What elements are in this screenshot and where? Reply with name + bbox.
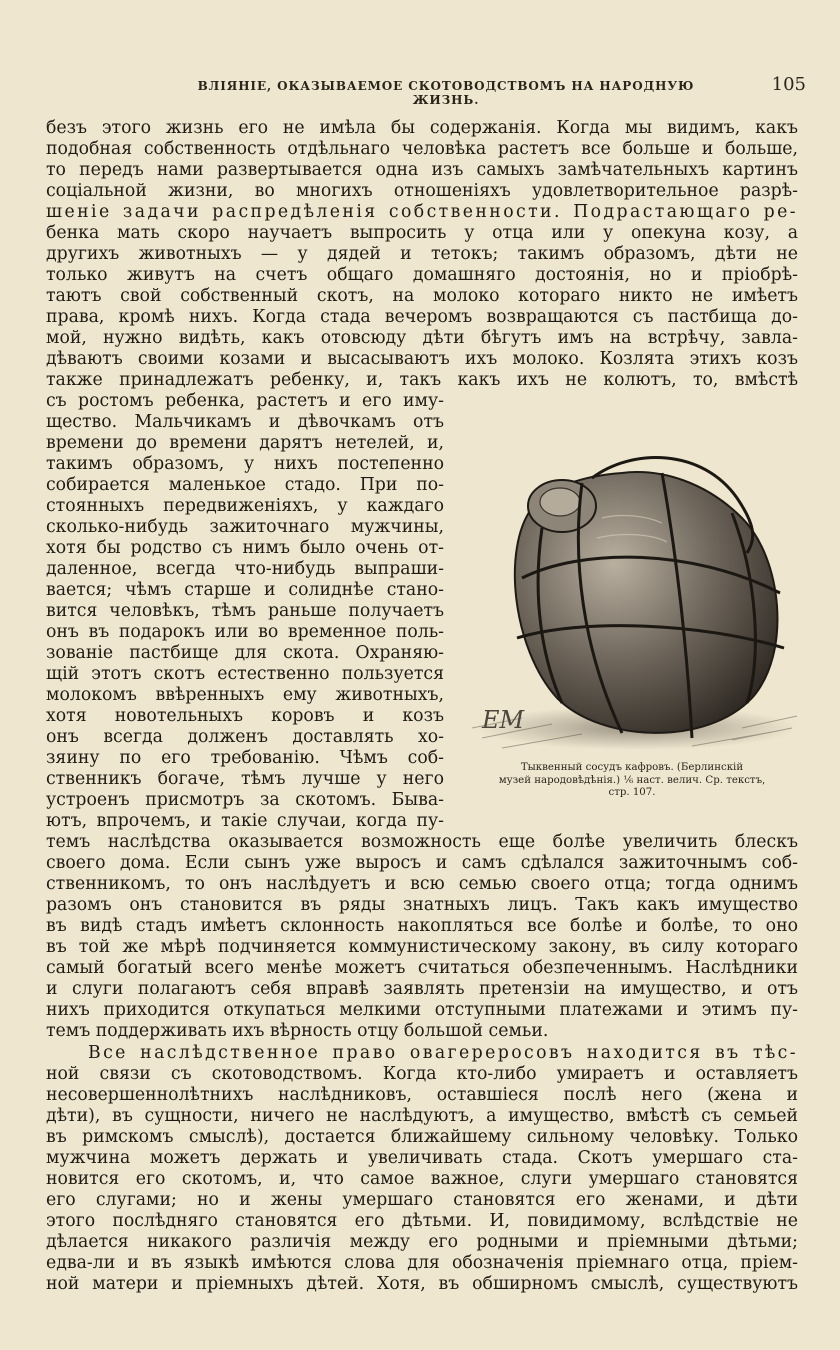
text-line: вается; чѣмъ старше и солиднѣе стано- — [46, 580, 444, 600]
text-line: дѣлается никакого различія между его родными и пріемными дѣтьми; — [46, 1232, 798, 1252]
text-line: ственникомъ, то онъ наслѣдуетъ и всю семью своего отца; тогда однимъ — [46, 874, 798, 894]
text-line: Все наслѣдственное право овагереросовъ находится въ тѣс- — [88, 1043, 798, 1063]
caption-line: музей народовѣдѣнія.) ⅙ наст. велич. Ср. текстъ, — [498, 774, 766, 786]
text-line: этого послѣдняго становятся его дѣтьми. И, повидимому, вслѣдствіе не — [46, 1211, 798, 1231]
text-line: сколько-нибудь зажиточнаго мужчины, — [46, 517, 444, 537]
text-line: устроенъ присмотръ за скотомъ. Быва- — [46, 790, 444, 810]
text-line: только живутъ на счетъ общаго домашняго достоянія, но и пріобрѣ- — [46, 265, 798, 285]
text-line: ной матери и пріемныхъ дѣтей. Хотя, въ обширномъ смыслѣ, существуютъ — [46, 1274, 798, 1294]
text-line: въ римскомъ смыслѣ), достается ближайшему сильному человѣку. Только — [46, 1127, 798, 1147]
text-line: мужчина можетъ держать и увеличивать стада. Скотъ умершаго ста- — [46, 1148, 798, 1168]
text-line: едва-ли и въ языкѣ имѣются слова для обозначенія пріемнаго отца, пріем- — [46, 1253, 798, 1273]
text-line: нихъ приходится откупаться мелкими отступными платежами и этимъ пу- — [46, 1000, 798, 1020]
text-line: безъ этого жизнь его не имѣла бы содержанія. Когда мы видимъ, какъ — [46, 118, 798, 138]
figure-caption — [462, 762, 802, 800]
text-line: самый богатый всего менѣе можетъ считаться обезпеченнымъ. Наслѣдники — [46, 958, 798, 978]
text-line: его слугами; но и жены умершаго становятся его женами, и дѣти — [46, 1190, 798, 1210]
text-line: несовершеннолѣтнихъ наслѣдниковъ, оставшіеся послѣ него (жена и — [46, 1085, 798, 1105]
text-line: и слуги полагаютъ себя вправѣ заявлять претензіи на имущество, и отъ — [46, 979, 798, 999]
text-line: такимъ образомъ, у нихъ постепенно — [46, 454, 444, 474]
text-line: также принадлежатъ ребенку, и, такъ какъ ихъ не колютъ, то, вмѣстѣ — [46, 370, 798, 390]
text-line: другихъ животныхъ — у дядей и тетокъ; такимъ образомъ, дѣти не — [46, 244, 798, 264]
text-line: ютъ, впрочемъ, и такіе случаи, когда пу- — [46, 811, 444, 831]
page-number: 105 — [771, 74, 806, 95]
text-line: времени до времени дарятъ нетелей, и, — [46, 433, 444, 453]
text-line: онъ всегда долженъ доставлять хо- — [46, 727, 444, 747]
text-line: бенка мать скоро научаетъ выпросить у отца или у опекуна козу, а — [46, 223, 798, 243]
text-line: новится его скотомъ, и, что самое важное, слуги умершаго становятся — [46, 1169, 798, 1189]
text-line: разомъ онъ становится въ ряды знатныхъ лицъ. Такъ какъ имущество — [46, 895, 798, 915]
text-line: стоянныхъ передвиженіяхъ, у каждаго — [46, 496, 444, 516]
text-line: зяину по его требованію. Чѣмъ соб- — [46, 748, 444, 768]
text-line: вится человѣкъ, тѣмъ раньше получаетъ — [46, 601, 444, 621]
text-line: права, кромѣ нихъ. Когда стада вечеромъ возвращаются съ пастбища до- — [46, 307, 798, 327]
running-head — [46, 74, 806, 107]
text-line: щій этотъ скотъ естественно пользуется — [46, 664, 444, 684]
text-line: таютъ свой собственный скотъ, на молоко котораго никто не имѣетъ — [46, 286, 798, 306]
caption-line: Тыквенный сосудъ кафровъ. (Берлинскій — [520, 762, 744, 773]
text-line: темъ поддерживать ихъ вѣрность отцу большой семьи. — [46, 1021, 549, 1041]
text-line: ной связи съ скотоводствомъ. Когда кто-либо умираетъ и оставляетъ — [46, 1064, 798, 1084]
gourd-vessel-drawing — [462, 428, 802, 758]
text-line: ственникъ богаче, тѣмъ лучше у него — [46, 769, 444, 789]
text-line: въ той же мѣрѣ подчиняется коммунистическому закону, въ силу котораго — [46, 937, 798, 957]
text-line: шеніе задачи распредѣленія собственности. Подрастающаго ре- — [46, 202, 798, 222]
text-line: своего дома. Если сынъ уже выросъ и самъ сдѣлался зажиточнымъ соб- — [46, 853, 798, 873]
text-line: мой, нужно видѣть, какъ отовсюду дѣти бѣгутъ имъ на встрѣчу, завла- — [46, 328, 798, 348]
text-line: темъ наслѣдства оказывается возможность еще болѣе увеличить блескъ — [46, 832, 798, 852]
text-line: дѣваютъ своими козами и высасываютъ ихъ молоко. Козлята этихъ козъ — [46, 349, 798, 369]
text-line: молокомъ ввѣренныхъ ему животныхъ, — [46, 685, 444, 705]
text-line: въ видѣ стадъ имѣетъ склонность накопляться все болѣе и болѣе, то оно — [46, 916, 798, 936]
text-line: онъ въ подарокъ или во временное поль- — [46, 622, 444, 642]
text-line: дѣти), въ сущности, ничего не наслѣдуютъ, а имущество, вмѣстѣ съ семьей — [46, 1106, 798, 1126]
text-line: зованіе пастбище для скота. Охраняю- — [46, 643, 444, 663]
text-line: подобная собственность отдѣльнаго человѣка растетъ все больше и больше, — [46, 139, 798, 159]
text-line: щество. Мальчикамъ и дѣвочкамъ отъ — [46, 412, 444, 432]
gourd-vessel-illustration — [462, 428, 802, 758]
caption-line: стр. 107. — [608, 787, 656, 798]
text-line: хотя бы родство съ нимъ было очень от- — [46, 538, 444, 558]
text-line: даленное, всегда что-нибудь выпраши- — [46, 559, 444, 579]
text-line: хотя новотельныхъ коровъ и козъ — [46, 706, 444, 726]
text-line: собирается маленькое стадо. При по- — [46, 475, 444, 495]
text-line: съ ростомъ ребенка, растетъ и его иму- — [46, 391, 444, 411]
running-title: ВЛІЯНІЕ, ОКАЗЫВАЕМОЕ СКОТОВОДСТВОМЪ НА НАРОДНУЮ ЖИЗНЬ. — [197, 79, 695, 107]
illustrator-signature: ЕМ — [482, 706, 525, 734]
text-line: то передъ нами развертывается одна изъ самыхъ замѣчательныхъ картинъ — [46, 160, 798, 180]
text-line: соціальной жизни, во многихъ отношеніяхъ удовлетворительное разрѣ- — [46, 181, 798, 201]
